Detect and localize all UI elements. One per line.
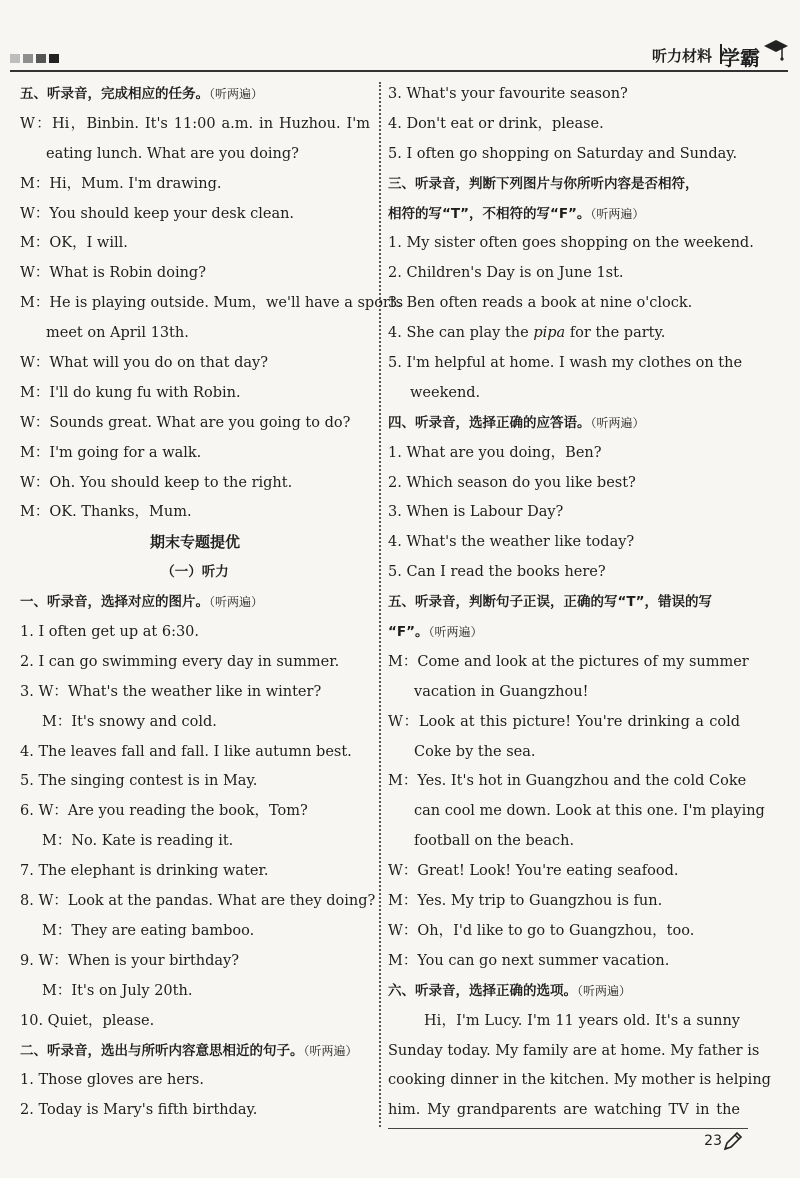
- heading-text: 一、听录音，选择对应的图片。: [20, 594, 209, 611]
- section-heading-cont: [388, 200, 740, 230]
- section-heading-cont: [388, 618, 740, 648]
- passage-line: Sunday today. My family are at home. My father is: [388, 1042, 760, 1059]
- dialogue-line: W：What is Robin doing?: [20, 265, 206, 282]
- dialogue-line: Coke by the sea.: [414, 743, 536, 760]
- dialogue-line: M：OK. Thanks，Mum.: [20, 504, 192, 521]
- dialogue-line: W：Oh. You should keep to the right.: [20, 474, 293, 491]
- question-line: 4. What's the weather like today?: [388, 534, 635, 551]
- decor-block-3: [36, 54, 46, 63]
- question-line: 3. Ben often reads a book at nine o'clock.: [388, 295, 693, 312]
- dialogue-line: vacation in Guangzhou!: [414, 683, 589, 700]
- dialogue-line: M：Yes. My trip to Guangzhou is fun.: [388, 893, 663, 910]
- question-line: M：It's snowy and cold.: [42, 713, 217, 730]
- heading-note: （听两遍）: [590, 206, 645, 221]
- footer-rule: [388, 1128, 748, 1129]
- header-rule: [10, 70, 788, 72]
- question-line: 4. The leaves fall and fall. I like autumn best.: [20, 743, 352, 760]
- dialogue-line: eating lunch. What are you doing?: [46, 145, 299, 162]
- question-line: 2. I can go swimming every day in summer.: [20, 653, 340, 670]
- graduation-cap-icon: [762, 36, 788, 62]
- question-line: [388, 319, 740, 349]
- dialogue-line: M：Hi，Mum. I'm drawing.: [20, 175, 222, 192]
- section-heading: [20, 1037, 370, 1067]
- heading-note: （听两遍）: [303, 1043, 358, 1058]
- question-line: 9. W：When is your birthday?: [20, 952, 240, 969]
- text-part: 4. She can play the: [388, 325, 529, 342]
- question-line: 8. W：Look at the pandas. What are they doing?: [20, 893, 376, 910]
- page-number: 23: [704, 1133, 722, 1149]
- heading-note: （听两遍）: [577, 983, 632, 998]
- passage-line: him. My grandparents are watching TV in the: [388, 1102, 740, 1119]
- section-heading: 三、听录音，判断下列图片与你所听内容是否相符，: [388, 175, 699, 192]
- heading-text: 六、听录音，选择正确的选项。: [388, 982, 577, 999]
- section-heading: [388, 409, 740, 439]
- heading-text: 五、听录音，完成相应的任务。: [20, 86, 209, 102]
- question-line: 1. I often get up at 6:30.: [20, 624, 200, 641]
- column-divider: [379, 82, 381, 1127]
- question-line: M：No. Kate is reading it.: [42, 833, 234, 850]
- question-line: 7. The elephant is drinking water.: [20, 863, 269, 880]
- left-column: [20, 80, 404, 1126]
- dialogue-line: W：Sounds great. What are you going to do?: [20, 414, 351, 431]
- dialogue-line: W：Look at this picture! You're drinking a cold: [388, 713, 740, 730]
- question-line: 1. My sister often goes shopping on the weekend.: [388, 235, 754, 252]
- unit-title: 期末专题提优: [149, 533, 240, 552]
- heading-note: （听两遍）: [428, 625, 483, 640]
- dialogue-line: W：Hi，Binbin. It's 11:00 a.m. in Huzhou. I'm: [20, 115, 370, 132]
- question-line: 2. Children's Day is on June 1st.: [388, 265, 624, 282]
- dialogue-line: M：I'm going for a walk.: [20, 444, 202, 461]
- dialogue-line: M：Come and look at the pictures of my summer: [388, 653, 749, 670]
- section-heading: [20, 80, 370, 110]
- question-line: 4. Don't eat or drink，please.: [388, 115, 604, 132]
- question-line: 2. Which season do you like best?: [388, 474, 636, 491]
- question-line: M：They are eating bamboo.: [42, 922, 255, 939]
- sub-title: （一）听力: [161, 564, 229, 581]
- page-header: [0, 0, 800, 80]
- header-section-title: 听力材料: [651, 47, 712, 65]
- question-line: M：It's on July 20th.: [42, 982, 193, 999]
- question-line: 3. W：What's the weather like in winter?: [20, 683, 322, 700]
- question-line: 1. Those gloves are hers.: [20, 1072, 204, 1089]
- question-line: 5. I often go shopping on Saturday and Sunday.: [388, 145, 738, 162]
- decor-block-4: [49, 54, 59, 63]
- decor-block-2: [23, 54, 33, 63]
- question-line: 3. What's your favourite season?: [388, 86, 628, 102]
- section-heading: 五、听录音，判断句子正误，正确的写“T”，错误的写: [388, 594, 712, 611]
- heading-text: 相符的写“T”，不相符的写“F”。: [388, 205, 591, 222]
- heading-note: （听两遍）: [209, 595, 264, 610]
- dialogue-line: W：You should keep your desk clean.: [20, 205, 295, 222]
- question-line: 3. When is Labour Day?: [388, 504, 564, 521]
- heading-note: （听两遍）: [590, 415, 645, 430]
- dialogue-line: M：You can go next summer vacation.: [388, 952, 670, 969]
- question-line: 5. Can I read the books here?: [388, 564, 606, 581]
- heading-text: 二、听录音，选出与所听内容意思相近的句子。: [20, 1042, 304, 1059]
- question-line: 2. Today is Mary's fifth birthday.: [20, 1102, 258, 1119]
- header-decoration-blocks: [10, 54, 59, 63]
- heading-text: 四、听录音，选择正确的应答语。: [388, 414, 591, 431]
- heading-note: （听两遍）: [209, 87, 264, 101]
- text-part: for the party.: [569, 325, 666, 342]
- dialogue-line: can cool me down. Look at this one. I'm playing: [414, 803, 765, 820]
- dialogue-line: football on the beach.: [414, 833, 575, 850]
- pencil-icon: [722, 1130, 744, 1152]
- question-line: weekend.: [410, 384, 481, 401]
- dialogue-line: W：Great! Look! You're eating seafood.: [388, 863, 679, 880]
- dialogue-line: meet on April 13th.: [46, 325, 189, 342]
- question-line: 1. What are you doing，Ben?: [388, 444, 602, 461]
- right-column: [388, 80, 771, 1126]
- heading-text: “F”。: [388, 624, 429, 641]
- section-heading: [388, 977, 740, 1007]
- italic-word: pipa: [533, 325, 566, 342]
- dialogue-line: W：What will you do on that day?: [20, 355, 268, 372]
- question-line: 10. Quiet，please.: [20, 1012, 155, 1029]
- dialogue-line: M：Yes. It's hot in Guangzhou and the cold Coke: [388, 773, 747, 790]
- section-heading: [20, 588, 370, 618]
- header-brand: 学霸: [720, 46, 760, 70]
- passage-line: Hi，I'm Lucy. I'm 11 years old. It's a sunny: [424, 1012, 740, 1029]
- dialogue-line: M：OK，I will.: [20, 235, 128, 252]
- dialogue-line: M：I'll do kung fu with Robin.: [20, 384, 241, 401]
- dialogue-line: M：He is playing outside. Mum，we'll have a sports: [20, 295, 404, 312]
- decor-block-1: [10, 54, 20, 63]
- question-line: 5. I'm helpful at home. I wash my clothes on the: [388, 355, 743, 372]
- dialogue-line: W：Oh，I'd like to go to Guangzhou，too.: [388, 922, 695, 939]
- passage-line: cooking dinner in the kitchen. My mother is helping: [388, 1072, 771, 1089]
- question-line: 6. W：Are you reading the book，Tom?: [20, 803, 308, 820]
- question-line: 5. The singing contest is in May.: [20, 773, 258, 790]
